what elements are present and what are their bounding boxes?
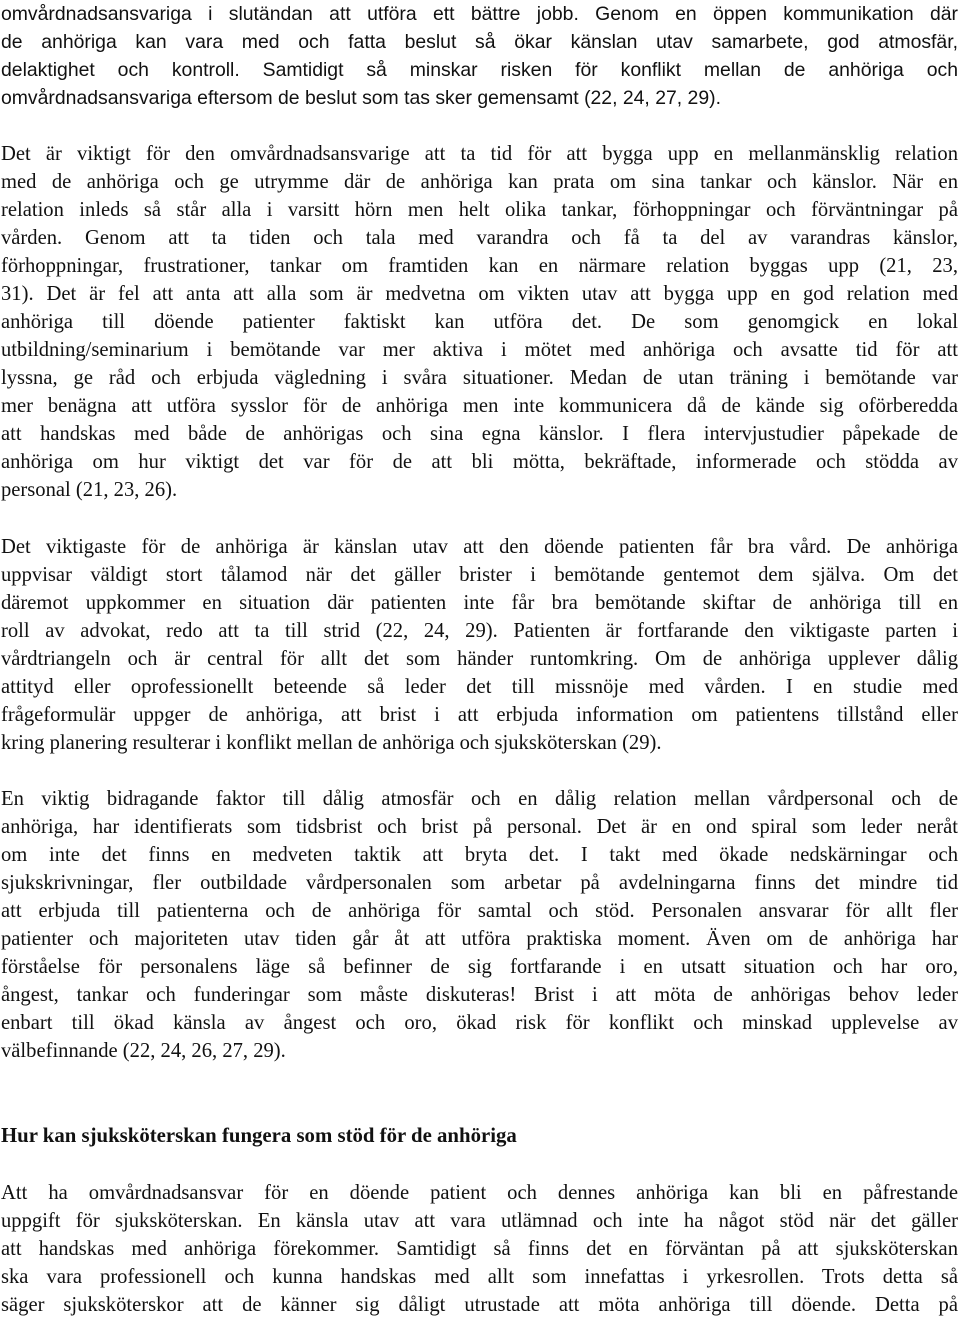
text-line: anhöriga till döende patienter faktiskt kan utföra det. De som genomgick en lokal xyxy=(1,311,958,333)
text-line: relation inleds så står alla i varsitt hörn men helt olika tankar, förhoppningar och förväntningar på xyxy=(1,199,958,221)
text-line: anhöriga, har identifierats som tidsbrist och brist på personal. Det är en ond spiral som leder neråt xyxy=(1,816,958,838)
text-line: roll av advokat, redo att ta till strid (22, 24, 29). Patienten är fortfarande den viktigaste parten i xyxy=(1,620,958,642)
text-line: enbart till ökad känsla av ångest och oro, ökad risk för konflikt och minskad upplevelse av xyxy=(1,1012,958,1034)
text-line: kring planering resulterar i konflikt mellan de anhöriga och sjuksköterskan (29). xyxy=(1,732,662,754)
text-line: omvårdnadsansvariga eftersom de beslut som tas sker gemensamt (22, 24, 27, 29). xyxy=(1,87,721,109)
paragraph-staffing xyxy=(1,785,958,1065)
text-line: utbildning/seminarium i bemötande var mer aktiva i mötet med anhöriga och avsatte tid för att xyxy=(1,339,958,361)
text-line: mer benägna att utföra sysslor för de anhöriga men inte kommunicera då de kände sig oförberedda xyxy=(1,395,958,417)
text-line: förståelse för personalens läge så befinner de sig fortfarande i en utsatt situation och har oro, xyxy=(1,956,958,978)
text-line: ska vara professionell och kunna handskas med allt som innefattas i yrkesrollen. Trots detta så xyxy=(1,1266,958,1288)
text-line: sjukskrivningar, fler outbildade vårdpersonalen som arbetar på avdelningarna finns det mindre tid xyxy=(1,872,958,894)
paragraph-continuation xyxy=(1,0,958,112)
text-line: säger sjuksköterskor att de känner sig dåligt utrustade att möta anhöriga till döende. Detta på xyxy=(1,1294,958,1316)
text-line: delaktighet och kontroll. Samtidigt så minskar risken för konflikt mellan de anhöriga och xyxy=(1,59,958,81)
text-line: Det är viktigt för den omvårdnadsansvarige att ta tid för att bygga upp en mellanmänsklig relation xyxy=(1,143,958,165)
paragraph-nurse-support xyxy=(1,1179,958,1319)
text-line: frågeformulär uppger de anhöriga, att brist i att erbjuda information om patientens tillstånd eller xyxy=(1,704,958,726)
text-line: Att ha omvårdnadsansvar för en döende patient och dennes anhöriga kan bli en påfrestande xyxy=(1,1182,958,1204)
section-heading: Hur kan sjuksköterskan fungera som stöd för de anhöriga xyxy=(1,1124,517,1147)
text-line: attityd eller oprofessionellt beteende så leder det till missnöje med vården. I en studie med xyxy=(1,676,958,698)
text-line: uppvisar väldigt stort tålamod när det gäller brister i bemötande gentemot dem själva. Om det xyxy=(1,564,958,586)
text-line: Det viktigaste för de anhöriga är känslan utav att den döende patienten får bra vård. De anhöriga xyxy=(1,536,958,558)
text-line: att handskas med anhöriga förekommer. Samtidigt så finns det en förväntan på att sjuksköterskan xyxy=(1,1238,958,1260)
text-line: däremot uppkommer en situation där patienten inte får bra bemötande skiftar de anhöriga till en xyxy=(1,592,958,614)
text-line: lyssna, ge råd och erbjuda vägledning i svåra situationer. Medan de utan träning i bemötande var xyxy=(1,367,958,389)
text-line: patienter och majoriteten utav tiden går åt att utföra praktiska moment. Även om de anhöriga har xyxy=(1,928,958,950)
text-line: omvårdnadsansvariga i slutändan att utföra ett bättre jobb. Genom en öppen kommunikation där xyxy=(1,3,958,25)
text-line: En viktig bidragande faktor till dålig atmosfär och en dålig relation mellan vårdpersonal och de xyxy=(1,788,958,810)
text-line: förhoppningar, frustrationer, tankar om framtiden kan en närmare relation byggas upp (21, 23, xyxy=(1,255,958,277)
text-line: personal (21, 23, 26). xyxy=(1,479,178,501)
text-line: välbefinnande (22, 24, 26, 27, 29). xyxy=(1,1040,286,1062)
text-line: med de anhöriga och ge utrymme där de anhöriga kan prata om sina tankar och känslor. När en xyxy=(1,171,958,193)
text-line: 31). Det är fel att anta att alla som är medvetna om vikten utav att bygga upp en god relation med xyxy=(1,283,958,305)
text-line: vården. Genom att ta tiden och tala med varandra och få ta del av varandras känslor, xyxy=(1,227,958,249)
text-line: att handskas med både de anhörigas och sina egna känslor. I flera intervjustudier påpekade de xyxy=(1,423,958,445)
text-line: vårdtriangeln och är central för allt det som händer runtomkring. Om de anhöriga upplever dålig xyxy=(1,648,958,670)
text-line: uppgift för sjuksköterskan. En känsla utav att vara utlämnad och inte ha något stöd när det gäller xyxy=(1,1210,958,1232)
text-line: anhöriga om hur viktigt det var för de att bli mötta, bekräftade, informerade och stödda av xyxy=(1,451,958,473)
text-line: ångest, tankar och funderingar som måste diskuteras! Brist i att möta de anhörigas behov leder xyxy=(1,984,958,1006)
paragraph-care-quality xyxy=(1,533,958,757)
text-line: om inte det finns en medveten taktik att bryta det. I takt med ökade nedskärningar och xyxy=(1,844,958,866)
text-line: att erbjuda till patienterna och de anhöriga för samtal och stöd. Personalen ansvarar för allt fler xyxy=(1,900,958,922)
paragraph-relation xyxy=(1,140,958,504)
text-line: de anhöriga kan vara med och fatta beslut så ökar känslan utav samarbete, god atmosfär, xyxy=(1,31,958,53)
